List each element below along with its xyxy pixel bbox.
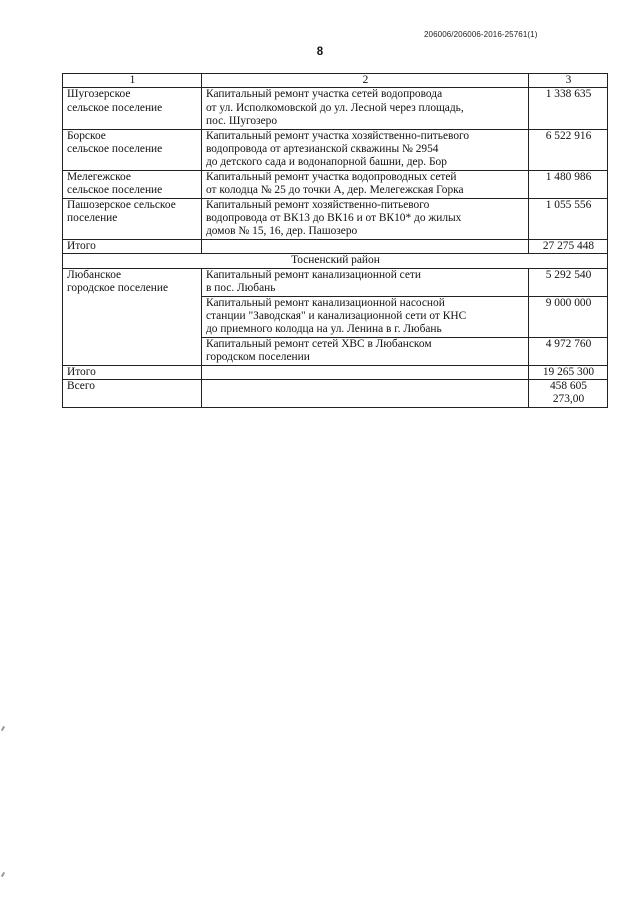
description-cell: Капитальный ремонт сетей ХВС в Любанском городском поселении [202, 337, 529, 365]
amount-cell: 1 338 635 [529, 88, 608, 129]
funding-table [62, 73, 608, 408]
document-id: 206006/206006-2016-25761(1) [424, 30, 538, 39]
empty-cell [202, 239, 529, 253]
description-cell: Капитальный ремонт хозяйственно-питьевого водопровода от ВК13 до ВК16 и от ВК10* до жилых домов № 15, 16, дер. Пашозеро [202, 198, 529, 239]
column-header-2: 2 [202, 74, 529, 88]
subtotal-label: Итого [63, 365, 202, 379]
section-row [63, 254, 608, 268]
subtotal-row [63, 365, 608, 379]
table-row-shugozero [63, 88, 608, 129]
settlement-cell: Пашозерское сельское поселение [63, 198, 202, 239]
column-header-1: 1 [63, 74, 202, 88]
scan-mark [1, 872, 5, 877]
amount-cell: 1 055 556 [529, 198, 608, 239]
page-number: 8 [316, 46, 324, 58]
total-amount: 458 605 273,00 [529, 379, 608, 407]
amount-cell: 1 480 986 [529, 170, 608, 198]
subtotal-amount: 19 265 300 [529, 365, 608, 379]
description-cell: Капитальный ремонт участка хозяйственно-питьевого водопровода от артезианской скважины № 2954 до детского сада и водонапорной башни, дер. Бор [202, 129, 529, 170]
total-row [63, 379, 608, 407]
settlement-cell: Борское сельское поселение [63, 129, 202, 170]
description-cell: Капитальный ремонт канализационной сети в пос. Любань [202, 268, 529, 296]
description-cell: Капитальный ремонт канализационной насосной станции "Заводская" и канализационной сети от КНС до приемного колодца на ул. Ленина в г. Любань [202, 296, 529, 337]
subtotal-amount: 27 275 448 [529, 239, 608, 253]
description-cell: Капитальный ремонт участка водопроводных сетей от колодца № 25 до точки А, дер. Мелегежская Горка [202, 170, 529, 198]
amount-cell: 5 292 540 [529, 268, 608, 296]
column-header-3: 3 [529, 74, 608, 88]
settlement-cell: Шугозерское сельское поселение [63, 88, 202, 129]
subtotal-label: Итого [63, 239, 202, 253]
total-label: Всего [63, 379, 202, 407]
table-row-pashozero [63, 198, 608, 239]
description-cell: Капитальный ремонт участка сетей водопровода от ул. Исполкомовской до ул. Лесной через площадь, пос. Шугозеро [202, 88, 529, 129]
subtotal-row [63, 239, 608, 253]
scan-mark [1, 726, 5, 731]
settlement-cell: Мелегежское сельское поселение [63, 170, 202, 198]
amount-cell: 6 522 916 [529, 129, 608, 170]
empty-cell [202, 379, 529, 407]
table-header-row [63, 74, 608, 88]
settlement-cell: Любанское городское поселение [63, 268, 202, 365]
table-row-melegezh [63, 170, 608, 198]
amount-cell: 4 972 760 [529, 337, 608, 365]
section-title: Тосненский район [63, 254, 608, 268]
amount-cell: 9 000 000 [529, 296, 608, 337]
empty-cell [202, 365, 529, 379]
table-row-bor [63, 129, 608, 170]
table-row-luban-1 [63, 268, 608, 296]
